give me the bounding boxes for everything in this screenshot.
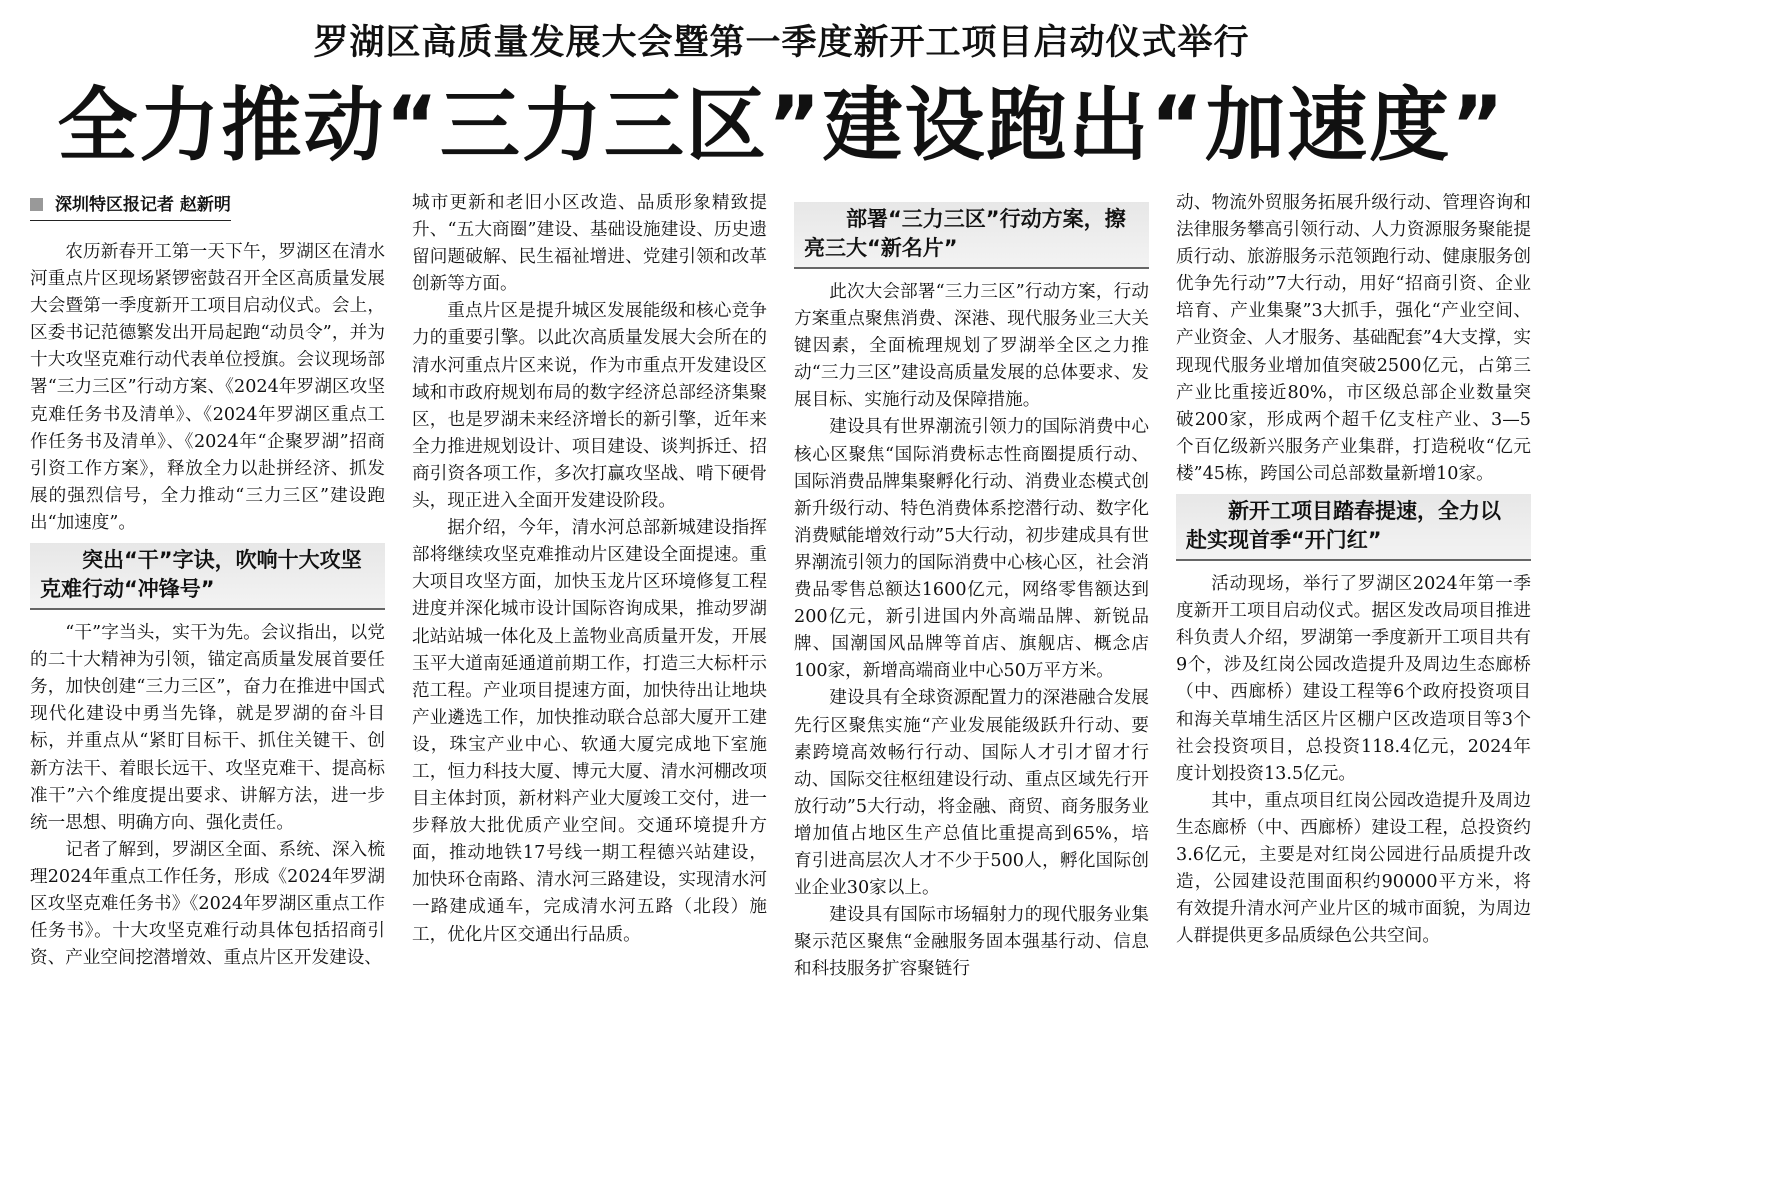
subhead-line: 突出“干”字诀，吹响十大攻坚 [82,548,362,573]
byline [30,192,231,221]
paragraph: 此次大会部署“三力三区”行动方案，行动方案重点聚焦消费、深港、现代服务业三大关键因素，全面梳理规划了罗湖举全区之力推动“三力三区”建设高质量发展的总体要求、发展目标、实施行动及保障措施。 [794,282,1149,411]
subhead-line: 部署“三力三区”行动方案，擦 [846,207,1126,231]
article-column-1 [30,190,385,972]
paragraph: 城市更新和老旧小区改造、品质形象精致提升、“五大商圈”建设、基础设施建设、历史遗留问题破解、民生福祉增进、党建引领和改革创新等方面。 [412,193,767,295]
paragraph: 活动现场，举行了罗湖区2024年第一季度新开工项目启动仪式。据区发改局项目推进科负责人介绍，罗湖第一季度新开工项目共有9个，涉及红岗公园改造提升及周边生态廊桥（中、西廊桥）建设工程等6个政府投资项目和海关草埔生活区片区棚户区改造项目等3个社会投资项目，总投资118.4亿元，2024年度计划投资13.5亿元。 [1176,574,1531,784]
byline-square-icon [30,198,43,211]
paragraph: 其中，重点项目红岗公园改造提升及周边生态廊桥（中、西廊桥）建设工程，总投资约3.6亿元，主要是对红岗公园进行品质提升改造，公园建设范围面积约90000平方米，将有效提升清水河产业片区的城市面貌，为周边人群提供更多品质绿色公共空间。 [1176,790,1531,947]
subhead-line: 亮三大“新名片” [804,236,958,260]
subhead-line: 新开工项目踏春提速，全力以 [1228,499,1501,524]
article-column-3 [794,190,1149,983]
paragraph: 建设具有全球资源配置力的深港融合发展先行区聚焦实施“产业发展能级跃升行动、要素跨境高效畅行行动、国际人才引才留才行动、国际交往枢纽建设行动、重点区域先行开放行动”5大行动，将金融、商贸、商务服务业增加值占地区生产总值比重提高到65%，培育引进高层次人才不少于500人，孵化国际创业企业30家以上。 [794,688,1149,899]
byline-text: 深圳特区报记者 赵新明 [55,195,231,215]
article-column-2 [412,190,767,949]
article-kicker: 罗湖区高质量发展大会暨第一季度新开工项目启动仪式举行 [313,23,1250,63]
paragraph: 建设具有世界潮流引领力的国际消费中心核心区聚焦“国际消费标志性商圈提质行动、国际消费品牌集聚孵化行动、消费业态模式创新升级行动、特色消费体系挖潜行动、数字化消费赋能增效行动”5大行动，初步建成具有世界潮流引领力的国际消费中心核心区，社会消费品零售总额达1600亿元，网络零售额达到200亿元，新引进国内外高端品牌、新锐品牌、国潮国风品牌等首店、旗舰店、概念店100家，新增高端商业中心50万平方米。 [794,417,1149,682]
paragraph: 据介绍，今年，清水河总部新城建设指挥部将继续攻坚克难推动片区建设全面提速。重大项目攻坚方面，加快玉龙片区环境修复工程进度并深化城市设计国际咨询成果，推动罗湖北站站城一体化及上盖物业高质量开发，开展玉平大道南延通道前期工作，打造三大标杆示范工程。产业项目提速方面，加快待出让地块产业遴选工作，加快推动联合总部大厦开工建设，珠宝产业中心、软通大厦完成地下室施工，恒力科技大厦、博元大厦、清水河棚改项目主体封顶，新材料产业大厦竣工交付，进一步释放大批优质产业空间。交通环境提升方面，推动地铁17号线一期工程德兴站建设，加快环仓南路、清水河三路建设，实现清水河一路建成通车，完成清水河五路（北段）施工，优化片区交通出行品质。 [412,518,767,945]
paragraph: “干”字当头，实干为先。会议指出，以党的二十大精神为引领，锚定高质量发展首要任务，加快创建“三力三区”，奋力在推进中国式现代化建设中勇当先锋，就是罗湖的奋斗目标，并重点从“紧盯目标干、抓住关键干、创新方法干、着眼长远干、攻坚克难干、提高标准干”六个维度提出要求、讲解方法，进一步统一思想、明确方向、强化责任。 [30,623,385,833]
paragraph: 建设具有国际市场辐射力的现代服务业集聚示范区聚焦“金融服务固本强基行动、信息和科技服务扩容聚链行 [794,905,1149,980]
section-subhead [30,543,385,610]
paragraph: 重点片区是提升城区发展能级和核心竞争力的重要引擎。以此次高质量发展大会所在的清水河重点片区来说，作为市重点开发建设区域和市政府规划布局的数字经济总部经济集聚区，也是罗湖未来经济增长的新引擎，近年来全力推进规划设计、项目建设、谈判拆迁、招商引资各项工作，多次打赢攻坚战、啃下硬骨头，现正进入全面开发建设阶段。 [412,301,767,512]
subhead-line: 克难行动“冲锋号” [40,577,215,602]
section-subhead [1176,494,1531,561]
article-headline: 全力推动“三力三区”建设跑出“加速度” [57,79,1506,172]
paragraph: 记者了解到，罗湖区全面、系统、深入梳理2024年重点工作任务，形成《2024年罗湖区攻坚克难任务书》《2024年罗湖区重点工作任务书》。十大攻坚克难行动具体包括招商引资、产业空间挖潜增效、重点片区开发建设、 [30,839,385,969]
subhead-line: 赴实现首季“开门红” [1186,528,1382,553]
article-column-4 [1176,190,1531,950]
paragraph: 动、物流外贸服务拓展升级行动、管理咨询和法律服务攀高引领行动、人力资源服务聚能提质行动、旅游服务示范领跑行动、健康服务创优争先行动”7大行动，用好“招商引资、企业培育、产业集聚”3大抓手，强化“产业空间、产业资金、人才服务、基础配套”4大支撑，实现现代服务业增加值突破2500亿元，占第三产业比重接近80%，市区级总部企业数量突破200家，形成两个超千亿支柱产业、3—5个百亿级新兴服务产业集群，打造税收“亿元楼”45栋，跨国公司总部数量新增10家。 [1176,193,1531,484]
section-subhead [794,202,1149,269]
paragraph: 农历新春开工第一天下午，罗湖区在清水河重点片区现场紧锣密鼓召开全区高质量发展大会暨第一季度新开工项目启动仪式。会上，区委书记范德繁发出开局起跑“动员令”，并为十大攻坚克难行动代表单位授旗。会议现场部署“三力三区”行动方案、《2024年罗湖区攻坚克难任务书及清单》、《2024年罗湖区重点工作任务书及清单》、《2024年“企聚罗湖”招商引资工作方案》，释放全力以赴拼经济、抓发展的强烈信号，全力推动“三力三区”建设跑出“加速度”。 [30,242,385,533]
